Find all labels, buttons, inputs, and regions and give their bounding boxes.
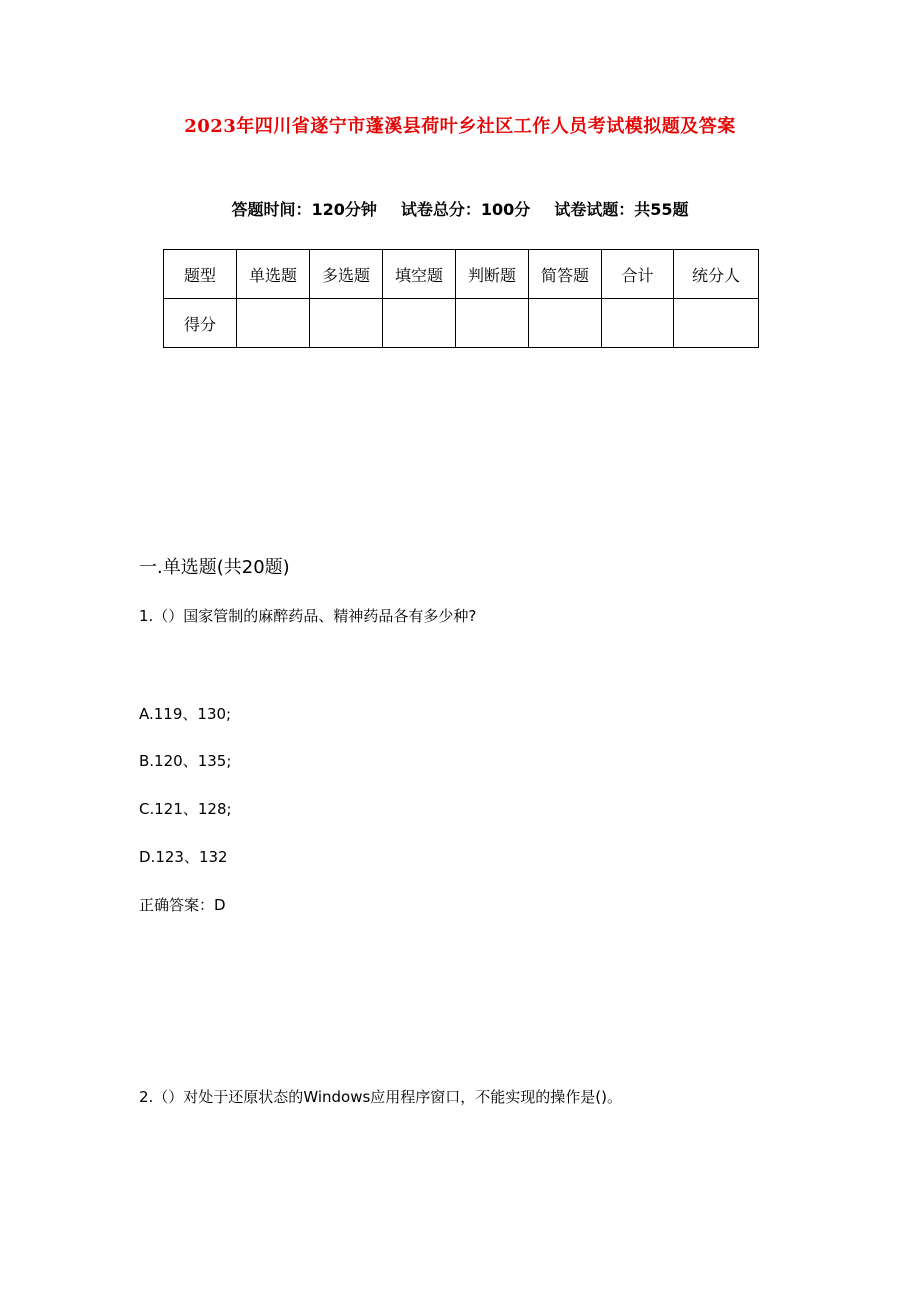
score-cell-true-false — [456, 299, 529, 348]
score-cell-short-answer — [529, 299, 602, 348]
score-table-header-row — [164, 250, 759, 299]
header-cell-short-answer: 简答题 — [529, 250, 602, 299]
header-cell-fill-blank: 填空题 — [383, 250, 456, 299]
header-cell-multiple-choice: 多选题 — [310, 250, 383, 299]
exam-time: 答题时间：120分钟 — [231, 200, 377, 219]
score-cell-fill-blank — [383, 299, 456, 348]
correct-answer: 正确答案：D — [139, 896, 226, 914]
option-d: D.123、132 — [139, 848, 228, 866]
exam-total-score: 试卷总分：100分 — [400, 200, 531, 219]
page-title: 2023年四川省遂宁市蓬溪县荷叶乡社区工作人员考试模拟题及答案 — [184, 116, 736, 137]
score-table-score-row — [164, 299, 759, 348]
option-a: A.119、130; — [139, 705, 232, 723]
score-row-label: 得分 — [164, 299, 237, 348]
score-cell-total — [602, 299, 674, 348]
header-cell-single-choice: 单选题 — [237, 250, 310, 299]
section-heading: 一.单选题(共20题) — [139, 557, 290, 578]
exam-info — [0, 197, 920, 220]
option-b: B.120、135; — [139, 752, 232, 770]
score-cell-multiple-choice — [310, 299, 383, 348]
header-cell-question-type: 题型 — [164, 250, 237, 299]
exam-question-count: 试卷试题：共55题 — [554, 200, 689, 219]
option-c: C.121、128; — [139, 800, 232, 818]
header-cell-true-false: 判断题 — [456, 250, 529, 299]
question-stem: 1.（）国家管制的麻醉药品、精神药品各有多少种? — [139, 607, 477, 625]
score-cell-single-choice — [237, 299, 310, 348]
header-cell-total: 合计 — [602, 250, 674, 299]
header-cell-scorer: 统分人 — [674, 250, 759, 299]
score-table — [163, 249, 759, 348]
question-stem: 2.（）对处于还原状态的Windows应用程序窗口，不能实现的操作是()。 — [139, 1088, 622, 1106]
score-cell-scorer — [674, 299, 759, 348]
